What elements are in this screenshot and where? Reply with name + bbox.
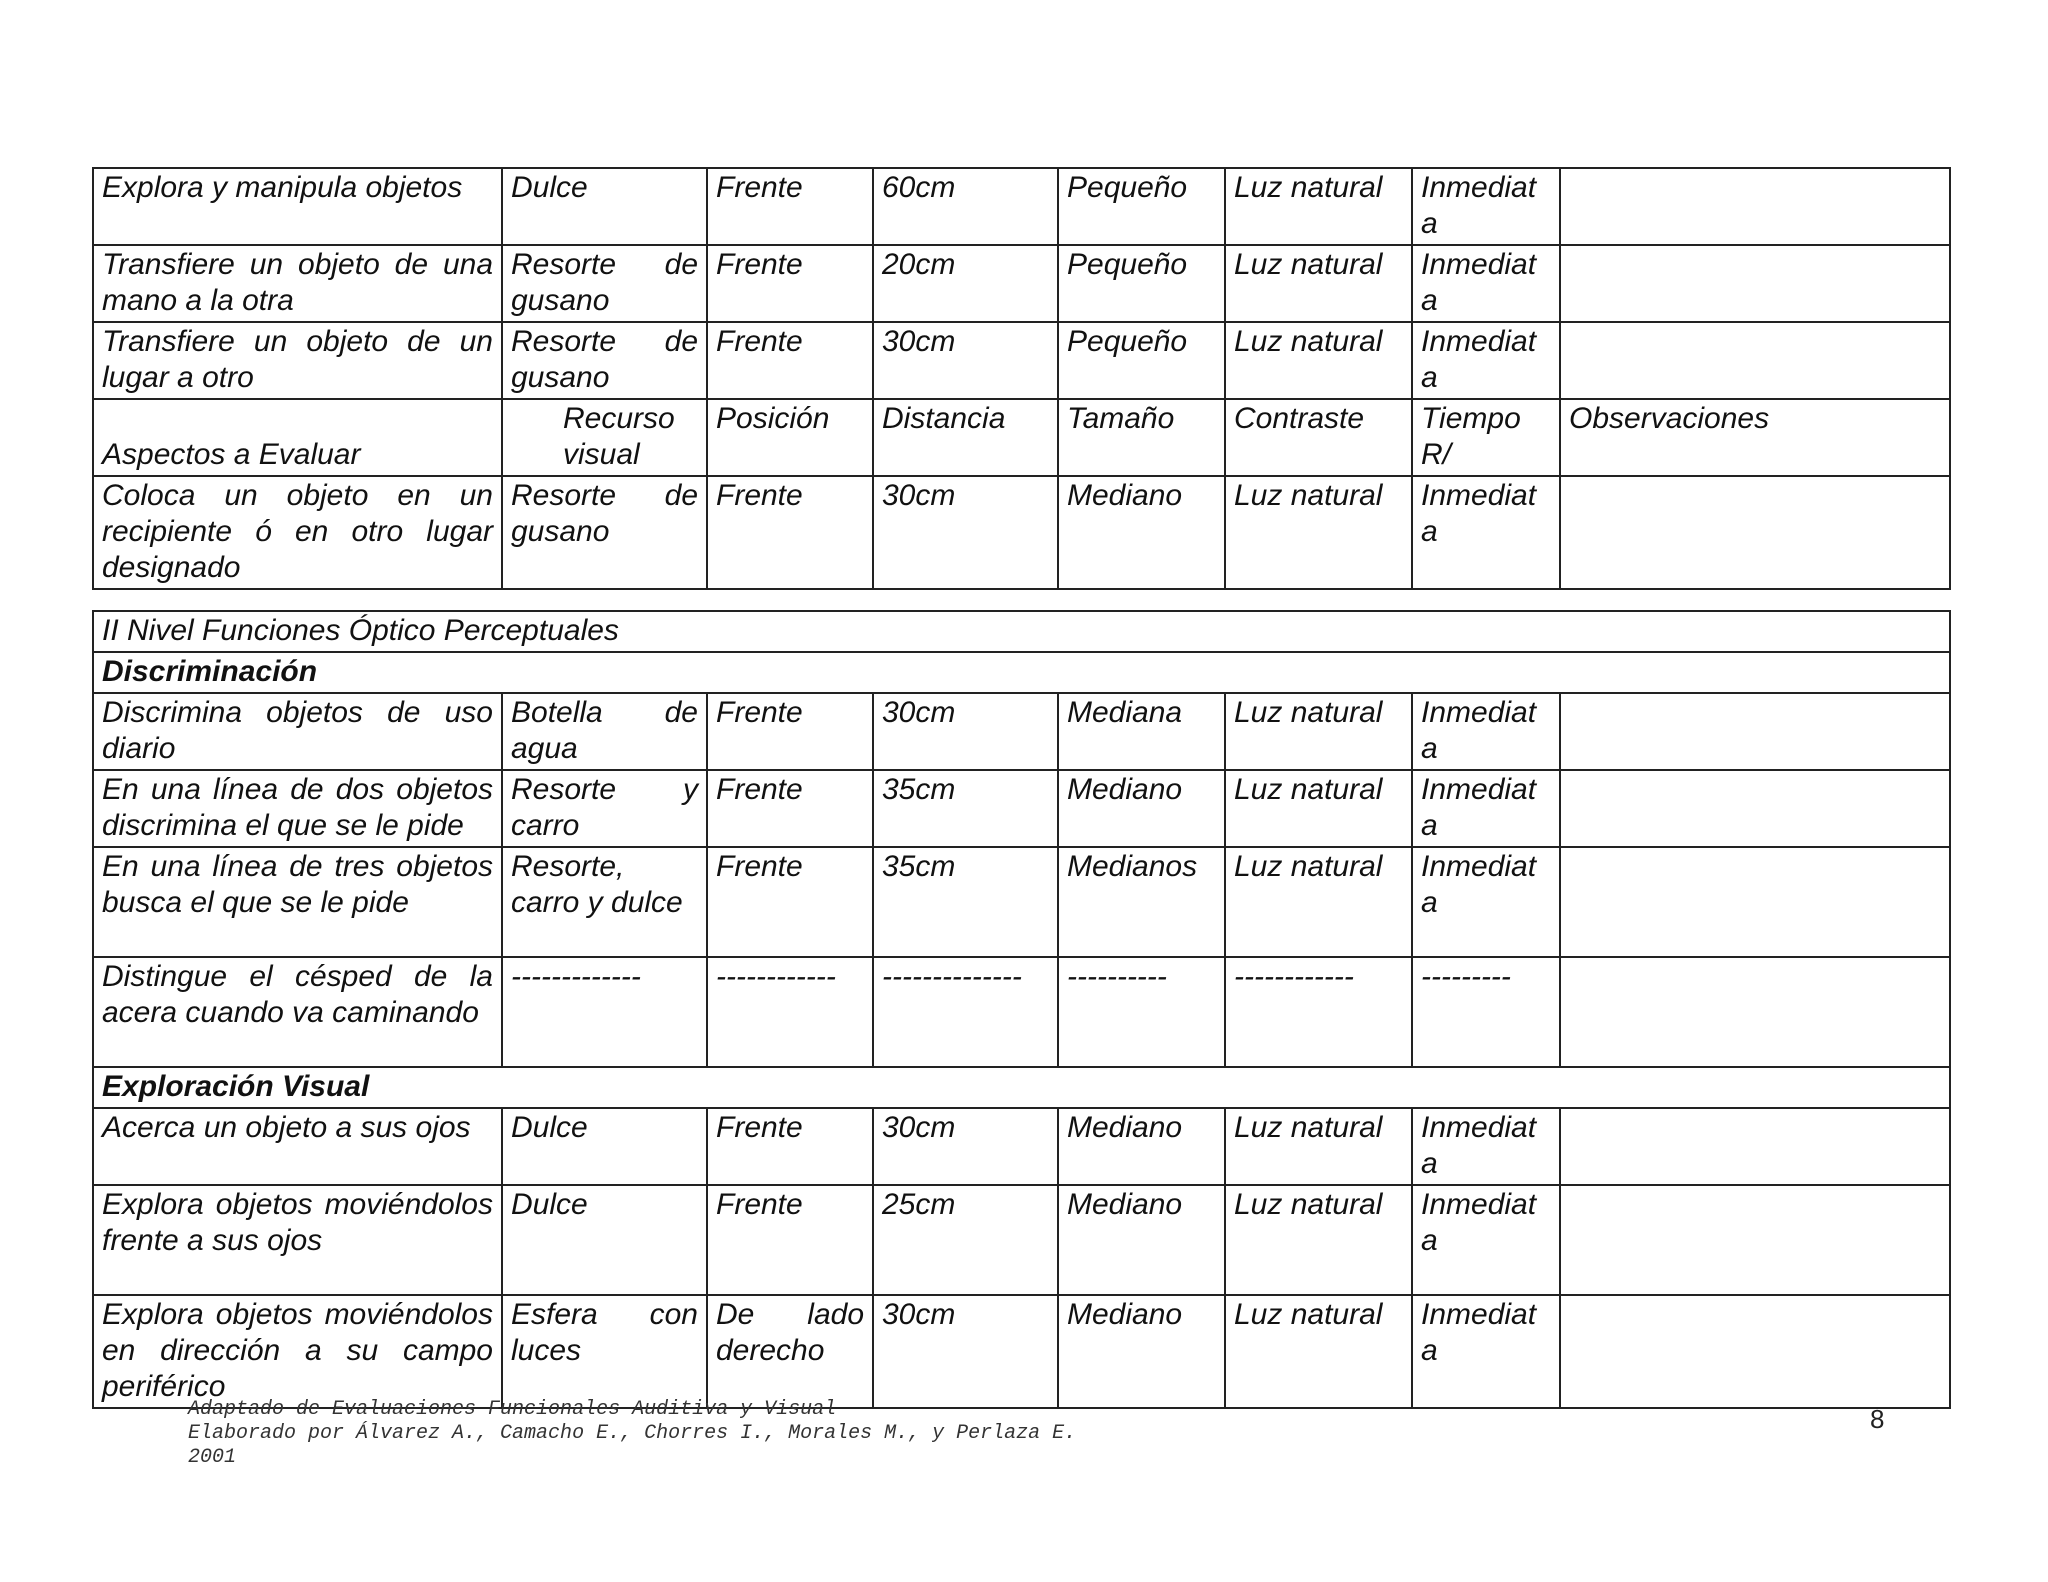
cell-contraste: Luz natural bbox=[1225, 693, 1412, 770]
table-header-row bbox=[93, 399, 1950, 476]
footer-source-line: Adaptado de Evaluaciones Funcionales Auditiva y Visual bbox=[188, 1398, 837, 1421]
cell-posicion: Frente bbox=[707, 476, 873, 589]
cell-recurso: Resorte, carro y dulce bbox=[502, 847, 707, 957]
table-row bbox=[93, 693, 1950, 770]
cell-tiempo: Inmediata bbox=[1412, 1185, 1560, 1295]
cell-recurso: Resorte de gusano bbox=[502, 245, 707, 322]
cell-recurso: ------------- bbox=[502, 957, 707, 1067]
cell-tamano: Pequeño bbox=[1058, 168, 1225, 245]
cell-observaciones bbox=[1560, 693, 1950, 770]
cell-tiempo: Inmediata bbox=[1412, 1295, 1560, 1408]
cell-aspecto: Discrimina objetos de uso diario bbox=[93, 693, 502, 770]
cell-aspecto: Explora y manipula objetos bbox=[93, 168, 502, 245]
cell-recurso: Resorte de gusano bbox=[502, 322, 707, 399]
section-title-row bbox=[93, 652, 1950, 693]
cell-observaciones bbox=[1560, 322, 1950, 399]
header-aspectos: Aspectos a Evaluar bbox=[93, 399, 502, 476]
cell-observaciones bbox=[1560, 245, 1950, 322]
cell-contraste: Luz natural bbox=[1225, 1295, 1412, 1408]
cell-posicion: Frente bbox=[707, 168, 873, 245]
cell-tamano: Mediano bbox=[1058, 1295, 1225, 1408]
cell-tamano: Medianos bbox=[1058, 847, 1225, 957]
cell-observaciones bbox=[1560, 476, 1950, 589]
cell-posicion: Frente bbox=[707, 1108, 873, 1185]
cell-aspecto: Transfiere un objeto de una mano a la otra bbox=[93, 245, 502, 322]
cell-contraste: Luz natural bbox=[1225, 168, 1412, 245]
cell-recurso: Botella de agua bbox=[502, 693, 707, 770]
header-distancia: Distancia bbox=[873, 399, 1058, 476]
cell-recurso: Dulce bbox=[502, 1185, 707, 1295]
cell-recurso: Resorte de gusano bbox=[502, 476, 707, 589]
section-title-discriminacion: Discriminación bbox=[93, 652, 1950, 693]
cell-posicion: Frente bbox=[707, 693, 873, 770]
cell-tamano: Pequeño bbox=[1058, 245, 1225, 322]
cell-distancia: 25cm bbox=[873, 1185, 1058, 1295]
cell-aspecto: Transfiere un objeto de un lugar a otro bbox=[93, 322, 502, 399]
cell-recurso: Resorte y carro bbox=[502, 770, 707, 847]
cell-distancia: 35cm bbox=[873, 847, 1058, 957]
cell-distancia: 30cm bbox=[873, 1108, 1058, 1185]
cell-observaciones bbox=[1560, 1108, 1950, 1185]
cell-observaciones bbox=[1560, 957, 1950, 1067]
cell-posicion: Frente bbox=[707, 770, 873, 847]
cell-observaciones bbox=[1560, 1295, 1950, 1408]
cell-posicion: Frente bbox=[707, 245, 873, 322]
cell-posicion: Frente bbox=[707, 1185, 873, 1295]
cell-tiempo: Inmediata bbox=[1412, 476, 1560, 589]
table-row bbox=[93, 245, 1950, 322]
cell-observaciones bbox=[1560, 770, 1950, 847]
table-row bbox=[93, 1108, 1950, 1185]
cell-posicion: Frente bbox=[707, 847, 873, 957]
cell-tiempo: Inmediata bbox=[1412, 168, 1560, 245]
section-title-row bbox=[93, 1067, 1950, 1108]
header-observaciones: Observaciones bbox=[1560, 399, 1950, 476]
header-tamano: Tamaño bbox=[1058, 399, 1225, 476]
cell-distancia: 30cm bbox=[873, 476, 1058, 589]
footer-authors-line: Elaborado por Álvarez A., Camacho E., Chorres I., Morales M., y Perlaza E. bbox=[188, 1422, 1077, 1445]
section-title-exploracion-visual: Exploración Visual bbox=[93, 1067, 1950, 1108]
footer-credits bbox=[188, 1398, 1076, 1470]
cell-tamano: Pequeño bbox=[1058, 322, 1225, 399]
cell-posicion: ------------ bbox=[707, 957, 873, 1067]
cell-contraste: Luz natural bbox=[1225, 847, 1412, 957]
cell-aspecto: Acerca un objeto a sus ojos bbox=[93, 1108, 502, 1185]
cell-recurso: Dulce bbox=[502, 168, 707, 245]
cell-aspecto: Coloca un objeto en un recipiente ó en otro lugar designado bbox=[93, 476, 502, 589]
cell-tamano: ---------- bbox=[1058, 957, 1225, 1067]
table-row bbox=[93, 1185, 1950, 1295]
table-row bbox=[93, 957, 1950, 1067]
cell-tamano: Mediano bbox=[1058, 1108, 1225, 1185]
header-recurso: Recurso visual bbox=[502, 399, 707, 476]
cell-tiempo: Inmediata bbox=[1412, 770, 1560, 847]
footer-year-line: 2001 bbox=[188, 1446, 237, 1469]
level-title-row bbox=[93, 611, 1950, 652]
cell-aspecto: Distingue el césped de la acera cuando va caminando bbox=[93, 957, 502, 1067]
evaluation-table-part2 bbox=[92, 610, 1951, 1409]
table-row bbox=[93, 322, 1950, 399]
table-row bbox=[93, 476, 1950, 589]
cell-tiempo: --------- bbox=[1412, 957, 1560, 1067]
cell-contraste: Luz natural bbox=[1225, 1108, 1412, 1185]
cell-distancia: 60cm bbox=[873, 168, 1058, 245]
header-contraste: Contraste bbox=[1225, 399, 1412, 476]
cell-tiempo: Inmediata bbox=[1412, 693, 1560, 770]
cell-contraste: Luz natural bbox=[1225, 245, 1412, 322]
cell-observaciones bbox=[1560, 847, 1950, 957]
cell-contraste: Luz natural bbox=[1225, 322, 1412, 399]
cell-aspecto: En una línea de tres objetos busca el que se le pide bbox=[93, 847, 502, 957]
cell-tamano: Mediano bbox=[1058, 770, 1225, 847]
cell-observaciones bbox=[1560, 168, 1950, 245]
cell-tiempo: Inmediata bbox=[1412, 322, 1560, 399]
cell-distancia: 20cm bbox=[873, 245, 1058, 322]
cell-tamano: Mediano bbox=[1058, 1185, 1225, 1295]
cell-contraste: Luz natural bbox=[1225, 1185, 1412, 1295]
cell-posicion: De lado derecho bbox=[707, 1295, 873, 1408]
level-title: II Nivel Funciones Óptico Perceptuales bbox=[93, 611, 1950, 652]
cell-aspecto: Explora objetos moviéndolos en dirección a su campo periférico bbox=[93, 1295, 502, 1408]
table-row bbox=[93, 1295, 1950, 1408]
cell-distancia: 30cm bbox=[873, 1295, 1058, 1408]
table-row bbox=[93, 770, 1950, 847]
cell-observaciones bbox=[1560, 1185, 1950, 1295]
cell-distancia: -------------- bbox=[873, 957, 1058, 1067]
page-number: 8 bbox=[1870, 1404, 1885, 1434]
cell-contraste: ------------ bbox=[1225, 957, 1412, 1067]
cell-tiempo: Inmediata bbox=[1412, 245, 1560, 322]
cell-recurso: Esfera con luces bbox=[502, 1295, 707, 1408]
cell-tamano: Mediana bbox=[1058, 693, 1225, 770]
cell-tiempo: Inmediata bbox=[1412, 1108, 1560, 1185]
evaluation-table-part1 bbox=[92, 167, 1951, 590]
cell-distancia: 30cm bbox=[873, 322, 1058, 399]
cell-recurso: Dulce bbox=[502, 1108, 707, 1185]
cell-posicion: Frente bbox=[707, 322, 873, 399]
table-row bbox=[93, 847, 1950, 957]
cell-tiempo: Inmediata bbox=[1412, 847, 1560, 957]
cell-distancia: 30cm bbox=[873, 693, 1058, 770]
header-tiempo: Tiempo R/ bbox=[1412, 399, 1560, 476]
cell-aspecto: En una línea de dos objetos discrimina el que se le pide bbox=[93, 770, 502, 847]
cell-tamano: Mediano bbox=[1058, 476, 1225, 589]
header-posicion: Posición bbox=[707, 399, 873, 476]
cell-aspecto: Explora objetos moviéndolos frente a sus ojos bbox=[93, 1185, 502, 1295]
cell-distancia: 35cm bbox=[873, 770, 1058, 847]
cell-contraste: Luz natural bbox=[1225, 770, 1412, 847]
table-row bbox=[93, 168, 1950, 245]
cell-contraste: Luz natural bbox=[1225, 476, 1412, 589]
